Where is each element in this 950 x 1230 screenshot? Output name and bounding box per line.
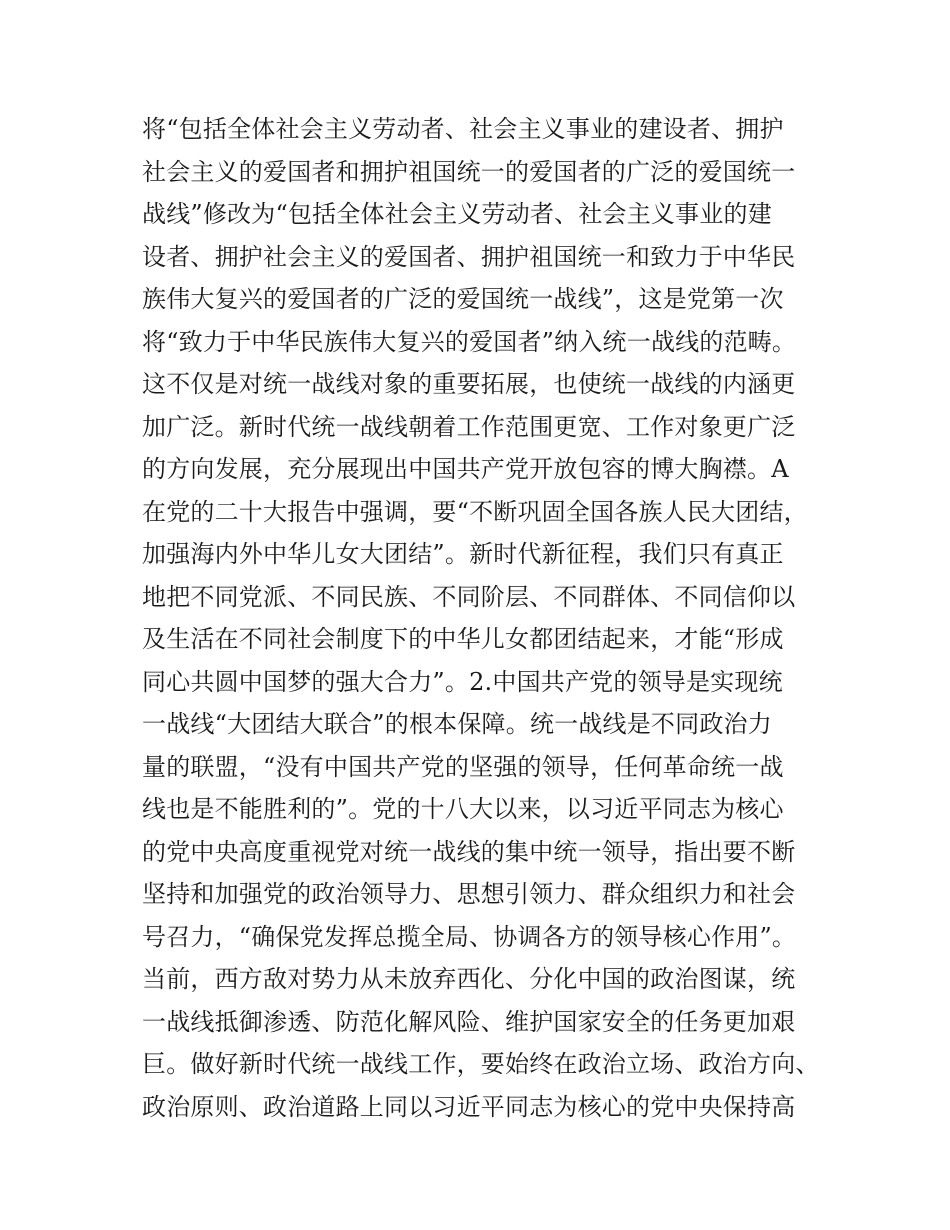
text-line: 同心共圆中国梦的强大合力”。2.中国共产党的领导是实现统 (142, 667, 783, 696)
text-line: 设者、拥护社会主义的爱国者、拥护祖国统一和致力于中华民 (142, 242, 796, 271)
text-line: 坚持和加强党的政治领导力、思想引领力、群众组织力和社会 (142, 880, 796, 908)
text-line: 将“致力于中华民族伟大复兴的爱国者”纳入统一战线的范畴。 (142, 327, 797, 356)
text-line: 的方向发展，充分展现出中国共产党开放包容的博大胸襟。A (142, 455, 789, 483)
text-line: 巨。做好新时代统一战线工作，要始终在政治立场、政治方向、 (142, 1050, 820, 1078)
text-line: 政治原则、政治道路上同以习近平同志为核心的党中央保持高 (142, 1092, 796, 1121)
text-line: 加强海内外中华儿女大团结”。新时代新征程，我们只有真正 (142, 540, 784, 568)
text-line: 一战线“大团结大联合”的根本保障。统一战线是不同政治力 (142, 710, 772, 738)
text-line: 族伟大复兴的爱国者的广泛的爱国统一战线”，这是党第一次 (142, 285, 784, 313)
text-line: 加广泛。新时代统一战线朝着工作范围更宽、工作对象更广泛 (142, 412, 796, 441)
text-line: 及生活在不同社会制度下的中华儿女都团结起来，才能“形成 (142, 625, 784, 653)
text-line: 这不仅是对统一战线对象的重要拓展，也使统一战线的内涵更 (142, 370, 796, 398)
text-line: 在党的二十大报告中强调，要“不断巩固全国各族人民大团结， (142, 497, 808, 526)
text-line: 当前，西方敌对势力从未放弃西化、分化中国的政治图谋，统 (142, 965, 796, 993)
text-line: 线也是不能胜利的”。党的十八大以来，以习近平同志为核心 (142, 795, 784, 823)
text-line: 将“包括全体社会主义劳动者、社会主义事业的建设者、拥护 (142, 115, 784, 143)
text-line: 社会主义的爱国者和拥护祖国统一的爱国者的广泛的爱国统一 (142, 157, 796, 186)
text-line: 地把不同党派、不同民族、不同阶层、不同群体、不同信仰以 (142, 582, 796, 611)
text-line: 战线”修改为“包括全体社会主义劳动者、社会主义事业的建 (142, 200, 772, 228)
body-text (142, 108, 822, 1128)
text-line: 量的联盟，“没有中国共产党的坚强的领导，任何革命统一战 (142, 752, 784, 781)
text-line: 的党中央高度重视党对统一战线的集中统一领导，指出要不断 (142, 837, 796, 866)
text-line: 号召力，“确保党发挥总揽全局、协调各方的领导核心作用”。 (142, 922, 797, 951)
text-line: 一战线抵御渗透、防范化解风险、维护国家安全的任务更加艰 (142, 1007, 796, 1036)
